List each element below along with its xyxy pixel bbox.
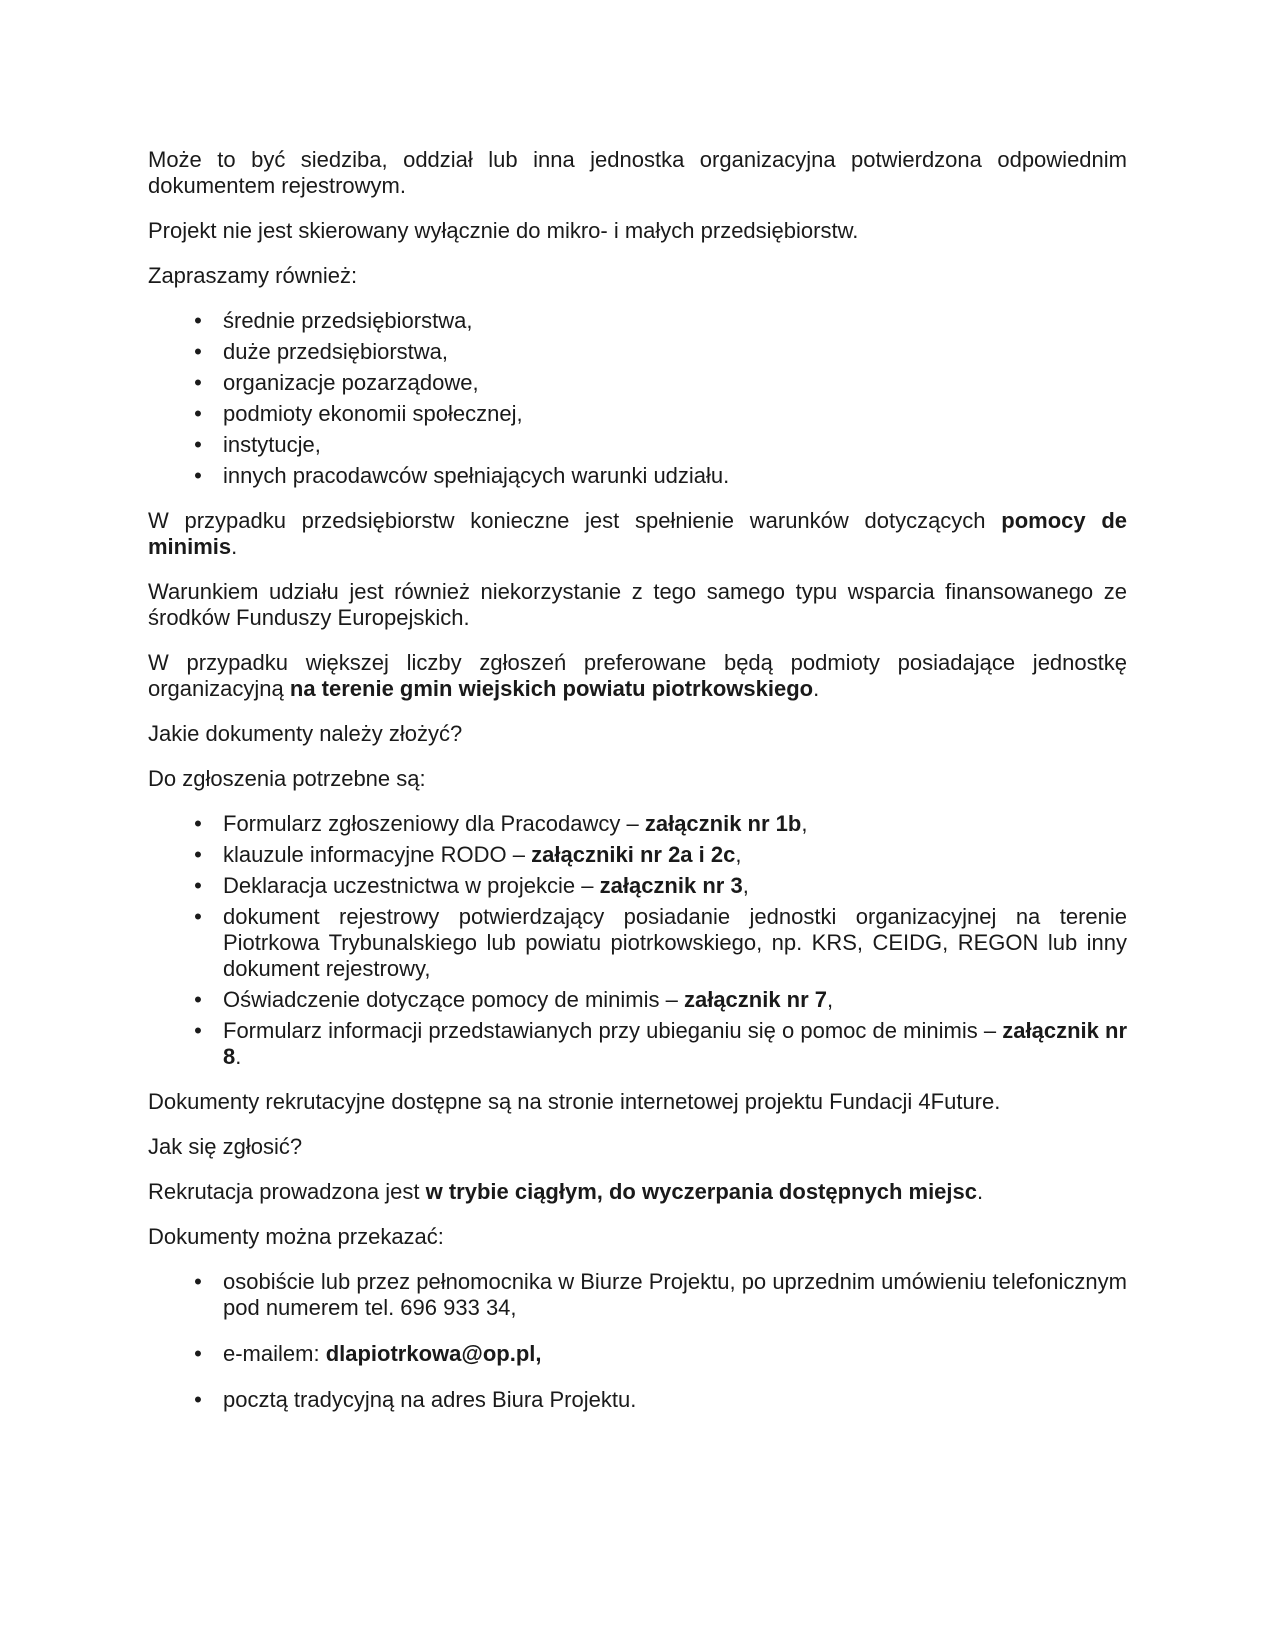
list-item: • pocztą tradycyjną na adres Biura Projektu.	[148, 1387, 1127, 1413]
list-item: • duże przedsiębiorstwa,	[148, 339, 1127, 365]
documents-list	[148, 811, 1127, 1070]
bullet-icon: •	[194, 370, 202, 395]
paragraph-location: Może to być siedziba, oddział lub inna jednostka organizacyjna potwierdzona odpowiednim dokumentem rejestrowym.	[148, 147, 1127, 198]
bullet-icon: •	[194, 811, 202, 836]
list-item: • klauzule informacyjne RODO – załączniki nr 2a i 2c,	[148, 842, 1127, 868]
paragraph-documents-intro: Do zgłoszenia potrzebne są:	[148, 766, 426, 791]
list-item: • Oświadczenie dotyczące pomocy de minimis – załącznik nr 7,	[148, 987, 1127, 1013]
bullet-icon: •	[194, 1018, 202, 1043]
bullet-icon: •	[194, 987, 202, 1012]
paragraph-participation-condition: Warunkiem udziału jest również niekorzystanie z tego samego typu wsparcia finansowanego ze środków Funduszy Europejskich.	[148, 579, 1127, 630]
bullet-icon: •	[194, 873, 202, 898]
bullet-icon: •	[194, 401, 202, 426]
bullet-icon: •	[194, 432, 202, 457]
list-item: • podmioty ekonomii społecznej,	[148, 401, 1127, 427]
list-item: • instytucje,	[148, 432, 1127, 458]
paragraph-documents-availability: Dokumenty rekrutacyjne dostępne są na stronie internetowej projektu Fundacji 4Future.	[148, 1089, 1001, 1114]
paragraph-delivery-intro: Dokumenty można przekazać:	[148, 1224, 444, 1249]
list-item: • osobiście lub przez pełnomocnika w Biurze Projektu, po uprzednim umówieniu telefonicznym pod numerem tel. 696 933 34,	[148, 1269, 1127, 1321]
delivery-list	[148, 1269, 1127, 1413]
bullet-icon: •	[194, 339, 202, 364]
bullet-icon: •	[194, 463, 202, 488]
heading-how-to-apply: Jak się zgłosić?	[148, 1134, 303, 1159]
list-item: • organizacje pozarządowe,	[148, 370, 1127, 396]
list-item: • innych pracodawców spełniających warunki udziału.	[148, 463, 1127, 489]
list-item: • Formularz zgłoszeniowy dla Pracodawcy – załącznik nr 1b,	[148, 811, 1127, 837]
paragraph-recruitment-mode: Rekrutacja prowadzona jest w trybie ciągłym, do wyczerpania dostępnych miejsc.	[148, 1179, 984, 1204]
paragraph-preference: W przypadku większej liczby zgłoszeń preferowane będą podmioty posiadające jednostkę organizacyjną na terenie gmin wiejskich powiatu piotrkowskiego.	[148, 650, 1127, 701]
bullet-icon: •	[194, 1341, 202, 1366]
paragraph-invite-intro: Zapraszamy również:	[148, 263, 358, 288]
paragraph-de-minimis: W przypadku przedsiębiorstw konieczne jest spełnienie warunków dotyczących pomocy de minimis.	[148, 508, 1127, 559]
heading-documents-question: Jakie dokumenty należy złożyć?	[148, 721, 463, 746]
bullet-icon: •	[194, 308, 202, 333]
list-item: • Formularz informacji przedstawianych przy ubieganiu się o pomoc de minimis – załącznik nr 8.	[148, 1018, 1127, 1070]
list-item: • Deklaracja uczestnictwa w projekcie – załącznik nr 3,	[148, 873, 1127, 899]
bullet-icon: •	[194, 904, 202, 929]
list-item: • dokument rejestrowy potwierdzający posiadanie jednostki organizacyjnej na terenie Piotrkowa Trybunalskiego lub powiatu piotrkowskiego, np. KRS, CEIDG, REGON lub inny dokument rejestrowy,	[148, 904, 1127, 982]
bullet-icon: •	[194, 1269, 202, 1294]
bullet-icon: •	[194, 1387, 202, 1412]
invite-list	[148, 308, 1127, 489]
paragraph-target-scope: Projekt nie jest skierowany wyłącznie do mikro- i małych przedsiębiorstw.	[148, 218, 859, 243]
bullet-icon: •	[194, 842, 202, 867]
list-item: • e-mailem: dlapiotrkowa@op.pl,	[148, 1341, 1127, 1367]
list-item: • średnie przedsiębiorstwa,	[148, 308, 1127, 334]
email-address: dlapiotrkowa@op.pl,	[325, 1341, 542, 1366]
